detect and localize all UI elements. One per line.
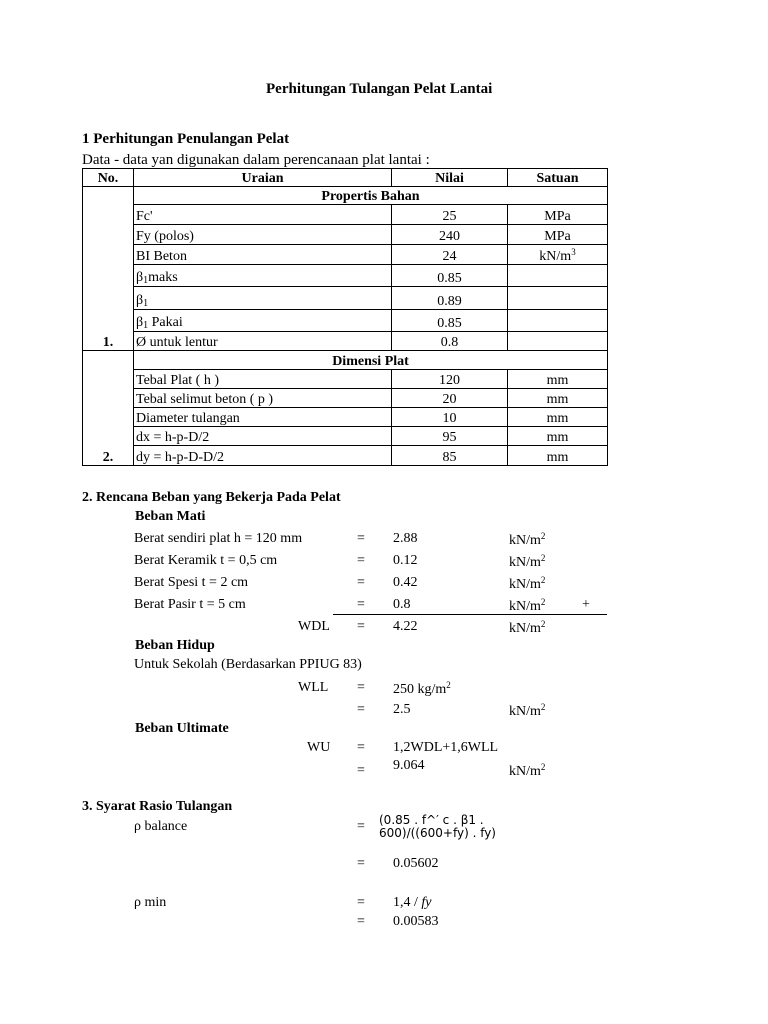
table-group-row xyxy=(83,187,608,205)
rho-balance-value: 0.05602 xyxy=(393,856,439,871)
wll-label: WLL xyxy=(298,680,329,695)
rho-min-label: ρ min xyxy=(134,895,167,910)
beta-symbol: β xyxy=(136,293,144,308)
beta-subscript: 1 xyxy=(143,320,149,331)
equals-sign: = xyxy=(357,763,365,778)
beban-mati-heading: Beban Mati xyxy=(135,509,206,524)
equals-sign: = xyxy=(357,619,365,634)
rho-min-formula xyxy=(393,896,432,910)
unit-text: kN/m xyxy=(509,621,541,636)
row-uraian: Fy (polos) xyxy=(134,225,392,245)
row-nilai: 25 xyxy=(392,205,508,225)
load-row-label: Berat Keramik t = 0,5 cm xyxy=(134,553,278,568)
unit-superscript: 2 xyxy=(446,680,451,690)
equals-sign: = xyxy=(357,702,365,717)
row-satuan xyxy=(508,265,608,287)
row-nilai: 120 xyxy=(392,370,508,389)
table-row xyxy=(83,287,608,310)
unit-superscript: 3 xyxy=(571,247,576,257)
row-satuan: mm xyxy=(508,389,608,408)
unit-superscript: 2 xyxy=(540,531,546,541)
load-row-unit xyxy=(509,598,545,614)
row-nilai: 0.85 xyxy=(392,265,508,287)
load-row-label: Berat sendiri plat h = 120 mm xyxy=(134,531,303,546)
row-nilai: 240 xyxy=(392,225,508,245)
rho-min-value: 0.00583 xyxy=(393,914,439,929)
load-row-value: 0.12 xyxy=(393,553,418,568)
section-1-heading: 1 Perhitungan Penulangan Pelat xyxy=(82,131,290,147)
table-header-row xyxy=(83,169,608,187)
unit-text: kN/m xyxy=(509,555,541,570)
equals-sign: = xyxy=(357,680,365,695)
equals-sign: = xyxy=(357,819,365,834)
load-row-unit xyxy=(509,532,545,548)
table-row xyxy=(83,265,608,287)
unit-superscript: 2 xyxy=(540,702,546,712)
row-uraian xyxy=(134,310,392,332)
load-row-label: Berat Spesi t = 2 cm xyxy=(134,575,249,590)
row-uraian: dx = h-p-D/2 xyxy=(134,427,392,446)
row-nilai: 20 xyxy=(392,389,508,408)
beta-symbol: β xyxy=(136,315,144,330)
row-nilai: 10 xyxy=(392,408,508,427)
formula-text: 1,4 / xyxy=(393,895,422,910)
row-satuan xyxy=(508,287,608,310)
row-uraian: Tebal selimut beton ( p ) xyxy=(134,389,392,408)
table-row xyxy=(83,427,608,446)
row-uraian: BI Beton xyxy=(134,245,392,265)
formula-line-2: 600)/((600+fy) . fy) xyxy=(379,825,496,840)
unit-text: kN/m xyxy=(509,577,541,592)
beban-ultimate-heading: Beban Ultimate xyxy=(135,721,229,736)
header-no: No. xyxy=(83,169,134,187)
load-row-label: Berat Pasir t = 5 cm xyxy=(134,597,246,612)
equals-sign: = xyxy=(357,856,365,871)
page-title: Perhitungan Tulangan Pelat Lantai xyxy=(266,81,493,97)
formula-variable: fy xyxy=(421,895,432,910)
unit-text: kN/m xyxy=(509,599,541,614)
table-group-row xyxy=(83,351,608,370)
beta-symbol: β xyxy=(136,270,144,285)
beta-subscript: 1 xyxy=(143,298,149,309)
formula-line-1: (0.85 . f^′ c . β1 . xyxy=(379,813,484,827)
beban-hidup-heading: Beban Hidup xyxy=(135,638,215,653)
table-row xyxy=(83,389,608,408)
unit-superscript: 2 xyxy=(540,619,546,629)
table-row xyxy=(83,245,608,265)
unit-superscript: 2 xyxy=(540,597,546,607)
row-nilai: 0.89 xyxy=(392,287,508,310)
equals-sign: = xyxy=(357,895,365,910)
row-satuan xyxy=(508,310,608,332)
row-nilai: 95 xyxy=(392,427,508,446)
unit-superscript: 2 xyxy=(540,575,546,585)
equals-sign: = xyxy=(357,553,365,568)
wll-value xyxy=(393,681,451,697)
row-satuan: mm xyxy=(508,408,608,427)
row-satuan: mm xyxy=(508,446,608,466)
plus-sign: + xyxy=(582,597,590,612)
header-satuan: Satuan xyxy=(508,169,608,187)
wu-value: 9.064 xyxy=(393,758,425,773)
header-nilai: Nilai xyxy=(392,169,508,187)
wll-converted-unit xyxy=(509,703,545,719)
load-row-unit xyxy=(509,554,545,570)
row-uraian: Diameter tulangan xyxy=(134,408,392,427)
row-nilai: 24 xyxy=(392,245,508,265)
load-row-value: 0.8 xyxy=(393,597,411,612)
table-row xyxy=(83,408,608,427)
group-title: Propertis Bahan xyxy=(134,187,608,205)
table-row xyxy=(83,205,608,225)
table-row xyxy=(83,332,608,351)
wu-formula: 1,2WDL+1,6WLL xyxy=(393,740,499,755)
load-row-unit xyxy=(509,576,545,592)
equals-sign: = xyxy=(357,740,365,755)
row-satuan: MPa xyxy=(508,205,608,225)
row-satuan: MPa xyxy=(508,225,608,245)
row-nilai: 0.8 xyxy=(392,332,508,351)
row-uraian: dy = h-p-D-D/2 xyxy=(134,446,392,466)
group-title: Dimensi Plat xyxy=(134,351,608,370)
wdl-value: 4.22 xyxy=(393,619,418,634)
section-2-heading: 2. Rencana Beban yang Bekerja Pada Pelat xyxy=(82,490,341,505)
section-1-intro: Data - data yan digunakan dalam perencanaan plat lantai : xyxy=(82,152,430,168)
row-uraian: Tebal Plat ( h ) xyxy=(134,370,392,389)
load-row-value: 2.88 xyxy=(393,531,418,546)
header-uraian: Uraian xyxy=(134,169,392,187)
unit-superscript: 2 xyxy=(540,553,546,563)
table-row xyxy=(83,225,608,245)
row-satuan xyxy=(508,245,608,265)
table-row xyxy=(83,310,608,332)
row-satuan xyxy=(508,332,608,351)
beta-subscript: 1 xyxy=(143,275,149,286)
row-satuan: mm xyxy=(508,370,608,389)
row-nilai: 85 xyxy=(392,446,508,466)
beta-suffix: maks xyxy=(148,270,178,285)
row-uraian: Fc' xyxy=(134,205,392,225)
wu-unit xyxy=(509,763,545,779)
unit-text: kN/m xyxy=(509,764,541,779)
group-number: 2. xyxy=(83,351,134,466)
row-uraian xyxy=(134,287,392,310)
unit-text: kN/m xyxy=(509,704,541,719)
load-row-value: 0.42 xyxy=(393,575,418,590)
section-3-heading: 3. Syarat Rasio Tulangan xyxy=(82,799,233,814)
row-uraian xyxy=(134,265,392,287)
wll-converted-value: 2.5 xyxy=(393,702,411,717)
wll-value-text: 250 kg/m xyxy=(393,682,447,697)
equals-sign: = xyxy=(357,531,365,546)
wdl-label: WDL xyxy=(298,619,330,634)
wdl-unit xyxy=(509,620,545,636)
unit-superscript: 2 xyxy=(540,762,546,772)
table-row xyxy=(83,446,608,466)
equals-sign: = xyxy=(357,914,365,929)
beta-suffix: Pakai xyxy=(148,315,183,330)
row-uraian: Ø untuk lentur xyxy=(134,332,392,351)
rho-balance-formula xyxy=(379,814,496,839)
rho-balance-label: ρ balance xyxy=(134,819,188,834)
unit-text: kN/m xyxy=(539,249,572,264)
material-properties-table xyxy=(82,168,608,466)
equals-sign: = xyxy=(357,575,365,590)
equals-sign: = xyxy=(357,597,365,612)
table-row xyxy=(83,370,608,389)
row-satuan: mm xyxy=(508,427,608,446)
row-nilai: 0.85 xyxy=(392,310,508,332)
beban-hidup-note: Untuk Sekolah (Berdasarkan PPIUG 83) xyxy=(134,657,362,672)
unit-text: kN/m xyxy=(509,533,541,548)
wu-label: WU xyxy=(307,740,331,755)
sum-divider xyxy=(333,614,607,615)
group-number: 1. xyxy=(83,187,134,351)
